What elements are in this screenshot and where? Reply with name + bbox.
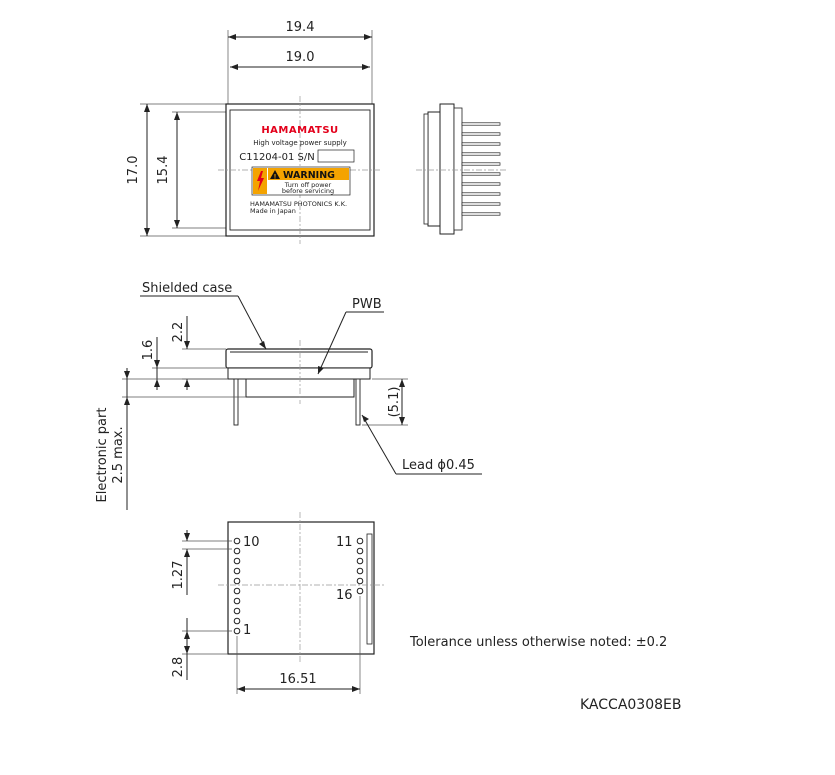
pin-hole: [357, 588, 363, 594]
origin-text: Made in Japan: [250, 207, 296, 215]
pin-hole: [357, 548, 363, 554]
electronic-part-label: Electronic part: [95, 407, 110, 503]
shielded-case-label: Shielded case: [142, 281, 233, 296]
end-view: [416, 104, 508, 234]
dim-span: 16.51: [279, 672, 317, 687]
pin-hole: [234, 598, 240, 604]
model-number: C11204-01 S/N: [239, 152, 315, 163]
pin-hole: [234, 618, 240, 624]
pin-hole: [357, 538, 363, 544]
serial-box: [318, 150, 354, 162]
maker-name: HAMAMATSU PHOTONICS K.K.: [250, 200, 348, 208]
dim-outer-height: 17.0: [126, 155, 141, 185]
warning-line2: before servicing: [281, 187, 335, 195]
dim-offset: 2.8: [171, 656, 186, 678]
end-view-lead: [462, 143, 500, 145]
dim-1-6: 1.6: [141, 339, 156, 361]
svg-text:!: !: [273, 173, 277, 181]
pin-16-label: 16: [336, 588, 353, 603]
dim-inner-height: 15.4: [156, 155, 171, 185]
pin-10-label: 10: [243, 535, 260, 550]
end-view-lead: [462, 193, 500, 195]
pwb-label: PWB: [352, 297, 382, 312]
dim-2-2: 2.2: [171, 321, 186, 343]
top-view: [126, 20, 382, 244]
brand-logo: HAMAMATSU: [261, 125, 339, 136]
end-view-lead: [462, 123, 500, 125]
electronic-part-max: 2.5 max.: [111, 426, 126, 484]
dim-inner-width: 19.0: [285, 50, 315, 65]
pin-hole: [234, 608, 240, 614]
pin-hole: [234, 538, 240, 544]
lead-label: Lead ϕ0.45: [402, 458, 475, 473]
pin-hole: [234, 558, 240, 564]
product-desc: High voltage power supply: [253, 139, 347, 147]
pin-hole: [357, 568, 363, 574]
pin-1-label: 1: [243, 623, 252, 638]
end-view-lead: [462, 183, 500, 185]
pin-hole: [234, 548, 240, 554]
pin-hole: [357, 558, 363, 564]
dim-5-1: (5.1): [387, 386, 402, 418]
drawing-code: KACCA0308EB: [580, 697, 682, 713]
pin-11-label: 11: [336, 535, 353, 550]
warning-title: WARNING: [283, 170, 335, 181]
side-view: [95, 281, 482, 510]
warning-line1: Turn off power: [284, 181, 332, 189]
end-view-pins: [462, 123, 500, 215]
end-view-lead: [462, 213, 500, 215]
pin-hole: [357, 578, 363, 584]
pin-hole: [234, 588, 240, 594]
end-view-lead: [462, 203, 500, 205]
pin-hole: [234, 628, 240, 634]
dim-outer-width: 19.4: [285, 20, 315, 35]
end-view-lead: [462, 133, 500, 135]
end-view-lead: [462, 163, 500, 165]
pin-hole: [234, 578, 240, 584]
end-view-lead: [462, 153, 500, 155]
pin-hole: [234, 568, 240, 574]
dim-pitch: 1.27: [171, 560, 186, 590]
tolerance-note: Tolerance unless otherwise noted: ±0.2: [410, 635, 668, 650]
bottom-view: [171, 512, 384, 694]
end-view-lead: [462, 173, 500, 175]
